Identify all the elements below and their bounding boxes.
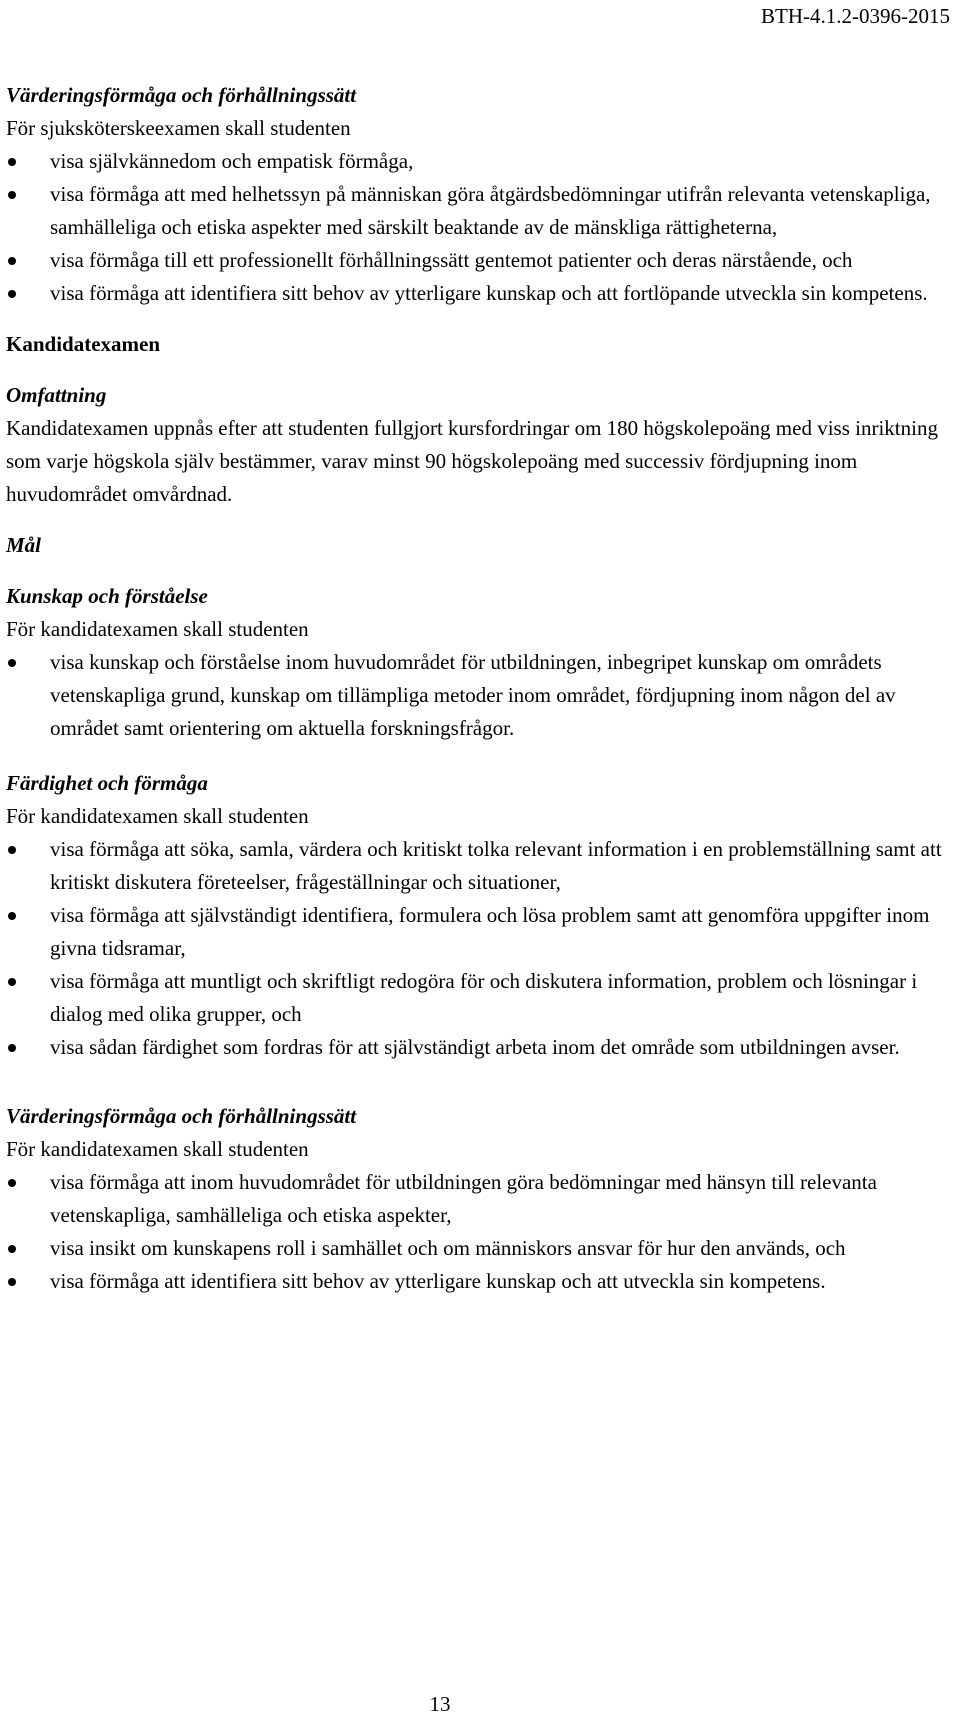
- bullet-icon: [8, 1044, 16, 1052]
- bachelor-values-list: [6, 1166, 946, 1298]
- list-item: visa förmåga att identifiera sitt behov av ytterligare kunskap och att fortlöpande utveckla sin kompetens.: [6, 277, 946, 310]
- list-item: visa förmåga att söka, samla, värdera och kritiskt tolka relevant information i en problemställning samt att kritiskt diskutera företeelser, frågeställningar och situationer,: [6, 833, 946, 899]
- knowledge-intro: För kandidatexamen skall studenten: [6, 617, 309, 641]
- bullet-icon: [8, 1245, 16, 1253]
- nurse-values-heading: Värderingsförmåga och förhållningssätt: [6, 83, 357, 107]
- nurse-values-list: [6, 145, 946, 310]
- bullet-icon: [8, 978, 16, 986]
- bullet-icon: [8, 191, 16, 199]
- list-item: visa förmåga att inom huvudområdet för utbildningen göra bedömningar med hänsyn till relevanta vetenskapliga, samhälleliga och etiska aspekter,: [6, 1166, 946, 1232]
- bachelor-values-heading: Värderingsförmåga och förhållningssätt: [6, 1104, 357, 1128]
- bullet-icon: [8, 659, 16, 667]
- bullet-icon: [8, 846, 16, 854]
- list-item: visa kunskap och förståelse inom huvudområdet för utbildningen, inbegripet kunskap om områdets vetenskapliga grund, kunskap om tillämpliga metoder inom området, fördjupning inom någon del av området samt orientering om aktuella forskningsfrågor.: [6, 646, 946, 745]
- list-item: visa förmåga att självständigt identifiera, formulera och lösa problem samt att genomföra uppgifter inom givna tidsramar,: [6, 899, 946, 965]
- bullet-icon: [8, 1278, 16, 1286]
- document-reference-id: BTH-4.1.2-0396-2015: [761, 4, 950, 28]
- scope-text: Kandidatexamen uppnås efter att studenten fullgjort kursfordringar om 180 högskolepoäng med viss inriktning som varje högskola själv bestämmer, varav minst 90 högskolepoäng med successiv fördjupning inom huvudområdet omvårdnad.: [6, 416, 938, 506]
- page-number: 13: [429, 1692, 451, 1716]
- list-item: visa förmåga att identifiera sitt behov av ytterligare kunskap och att utveckla sin kompetens.: [6, 1265, 946, 1298]
- bullet-icon: [8, 257, 16, 265]
- skills-heading: Färdighet och förmåga: [6, 771, 208, 795]
- bullet-icon: [8, 912, 16, 920]
- skills-intro: För kandidatexamen skall studenten: [6, 804, 309, 828]
- list-item: visa förmåga att med helhetssyn på människan göra åtgärdsbedömningar utifrån relevanta vetenskapliga, samhälleliga och etiska aspekter med särskilt beaktande av de mänskliga rättigheterna,: [6, 178, 946, 244]
- list-item: visa insikt om kunskapens roll i samhället och om människors ansvar för hur den används, och: [6, 1232, 946, 1265]
- bullet-icon: [8, 158, 16, 166]
- bachelor-values-intro: För kandidatexamen skall studenten: [6, 1137, 309, 1161]
- knowledge-heading: Kunskap och förståelse: [6, 584, 208, 608]
- list-item: visa förmåga att muntligt och skriftligt redogöra för och diskutera information, problem och lösningar i dialog med olika grupper, och: [6, 965, 946, 1031]
- list-item: visa förmåga till ett professionellt förhållningssätt gentemot patienter och deras närstående, och: [6, 244, 946, 277]
- bullet-icon: [8, 290, 16, 298]
- list-item: visa sådan färdighet som fordras för att självständigt arbeta inom det område som utbildningen avser.: [6, 1031, 946, 1064]
- list-item: visa självkännedom och empatisk förmåga,: [6, 145, 946, 178]
- scope-heading: Omfattning: [6, 383, 107, 407]
- bullet-icon: [8, 1179, 16, 1187]
- document-body: [6, 79, 946, 1298]
- bachelor-heading: Kandidatexamen: [6, 332, 161, 356]
- nurse-values-intro: För sjuksköterskeexamen skall studenten: [6, 116, 351, 140]
- goals-heading: Mål: [6, 533, 42, 557]
- skills-list: [6, 833, 946, 1064]
- knowledge-list: [6, 646, 946, 745]
